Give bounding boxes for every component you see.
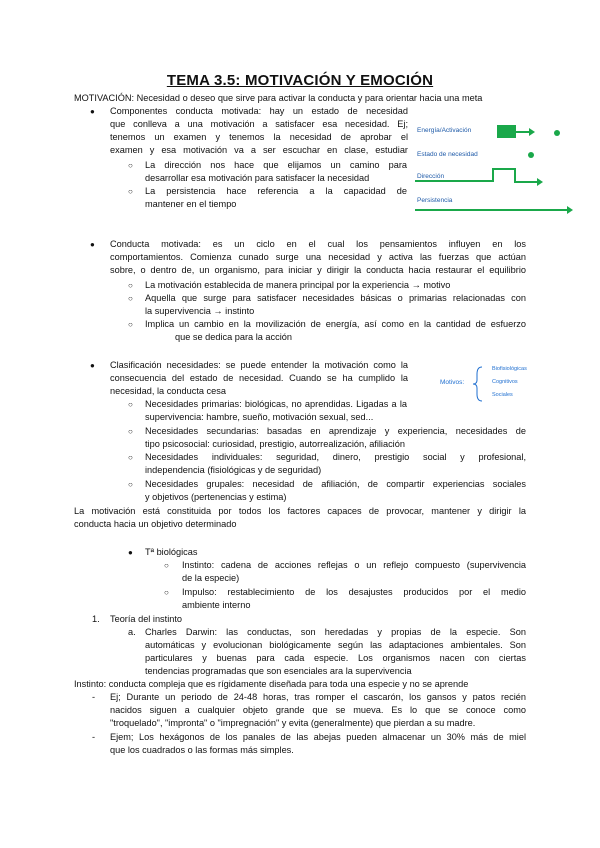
persistence-text: La persistencia hace referencia a la capacidad de mantener en el tiempo <box>145 186 407 209</box>
persistence-arrowhead <box>567 206 573 214</box>
conducta-text: Conducta motivada: es un ciclo en el cual los pensamientos influyen en los comportamientos. Comienza cunado surge una necesidad y activa las fuerzas que actúan sobre, o dentro de, un organismo, para iniciar y dirigir la conducta hacia restaurar el equilibrio <box>110 239 526 275</box>
motivo-item: Biofisiológicas <box>492 366 527 372</box>
dash-marker: - <box>92 732 96 742</box>
motivation-definition: MOTIVACIÓN: Necesidad o deseo que sirve para activar la conducta y para orientar hacia una meta <box>74 93 483 103</box>
energy-label: Energía/Activación <box>417 127 472 134</box>
state-label: Estado de necesidad <box>417 151 478 158</box>
motivos-diagram <box>440 364 570 404</box>
example-gansos: Ej; Durante un periodo de 24-48 horas, tras romper el cascarón, los gansos y patos recién nacidos siguen a cualquier objeto grande que se mueva. Es lo que se conoce como "troquelado", "impronta" o "impregnación" y evita (generalmente) que pierdan a su madre. <box>110 692 526 728</box>
sub-bullet: ○ <box>164 588 169 597</box>
direction-text: La dirección nos hace que elijamos un camino para desarrollar esa motivación para satisfacer la necesidad <box>145 160 407 183</box>
sub-bullet: ○ <box>128 400 133 409</box>
summary-text: La motivación está constituida por todos los factores capaces de provocar, mantener y dirigir la conducta hacia un objetivo determinado <box>74 506 526 529</box>
bullet-dot: ● <box>90 240 95 249</box>
darwin-text: Charles Darwin: las conductas, son heredadas y propias de la especie. Son automáticas y evolucionan biológicamente según las adaptaciones ambientales. Son particulares y buenas para cada especie. Los organismos nacen con ciertas tendencias programadas que son esenciales ara la supervivencia <box>145 627 526 676</box>
sub-bullet: ○ <box>128 281 133 290</box>
energy-dot <box>554 130 560 136</box>
conducta-sub1: La motivación establecida de manera principal por la experiencia → motivo <box>145 280 451 290</box>
sub-bullet: ○ <box>128 161 133 170</box>
sub-bullet: ○ <box>128 480 133 489</box>
teoria-label: Teoría del instinto <box>110 614 183 624</box>
motivo-item: Sociales <box>492 392 513 398</box>
components-diagram <box>415 115 585 225</box>
instinto-text: Instinto: cadena de acciones reflejas o un reflejo compuesto (supervivencia de la especie) <box>182 560 526 583</box>
tbio-label: Tª biológicas <box>145 547 198 557</box>
list-letter: a. <box>128 627 136 637</box>
direction-arrowhead <box>537 178 543 186</box>
impulso-text: Impulso: restablecimiento de los desajustes producidos por el medio ambiente interno <box>182 587 526 610</box>
direction-label: Dirección <box>417 173 445 180</box>
list-number: 1. <box>92 614 100 624</box>
sub-bullet: ○ <box>128 187 133 196</box>
clasificacion-text: Clasificación necesidades: se puede entender la motivación como la consecuencia del estado de necesidad. Cuando se ha cumplido la necesidad, la conducta cesa <box>110 360 408 396</box>
sub-bullet: ○ <box>128 294 133 303</box>
sub-bullet: ○ <box>128 427 133 436</box>
bullet-dot: ● <box>90 361 95 370</box>
dash-marker: - <box>92 692 96 702</box>
motivos-brace <box>472 364 484 404</box>
energy-bar <box>497 125 516 138</box>
conducta-sub2: Aquella que surge para satisfacer necesidades básicas o primarias relacionadas con la supervivencia → instinto <box>145 293 526 316</box>
instinto-definition: Instinto: conducta compleja que es rígidamente diseñada para toda una especie y no se aprende <box>74 679 469 689</box>
necesidades-primarias: Necesidades primarias: biológicas, no aprendidas. Ligadas a la supervivencia: hambre, sueño, motivación sexual, sed... <box>145 399 407 422</box>
sub-bullet: ○ <box>128 320 133 329</box>
motivos-label: Motivos: <box>440 379 465 386</box>
necesidades-secundarias: Necesidades secundarias: basadas en aprendizaje y experiencia, necesidades de tipo psicosocial: curiosidad, prestigio, autorrealización, afiliación <box>145 426 526 449</box>
page-title: TEMA 3.5: MOTIVACIÓN Y EMOCIÓN <box>166 72 434 89</box>
example-abejas: Ejem; Los hexágonos de los panales de las abejas pueden almacenar un 30% más de miel que los cuadrados o las formas más simples. <box>110 732 526 755</box>
sub-bullet: ○ <box>164 561 169 570</box>
energy-arrowhead <box>529 128 535 136</box>
necesidades-grupales: Necesidades grupales: necesidad de afiliación, de compartir experiencias sociales y objetivos (pertenencias y estima) <box>145 479 526 502</box>
sub-bullet: ○ <box>128 453 133 462</box>
bullet-dot: ● <box>90 107 95 116</box>
persistence-label: Persistencia <box>417 197 453 204</box>
bullet-dot: ● <box>128 548 133 557</box>
conducta-sub3: Implica un cambio en la movilización de energía, así como en la cantidad de esfuerzo que se dedica para la acción <box>145 319 526 342</box>
necesidades-individuales: Necesidades individuales: seguridad, dinero, prestigio social y profesional, independencia (fisiológicas y de seguridad) <box>145 452 526 475</box>
motivo-item: Cognitivos <box>492 379 518 385</box>
components-text: Componentes conducta motivada: hay un estado de necesidad que conlleva a una motivación a satisfacer esa necesidad. Ej; tenemos un examen y tenemos la necesidad de aprobar el examen y esa motivación va a ser escuchar en clase, estudiar <box>110 106 408 155</box>
state-dot <box>528 152 534 158</box>
